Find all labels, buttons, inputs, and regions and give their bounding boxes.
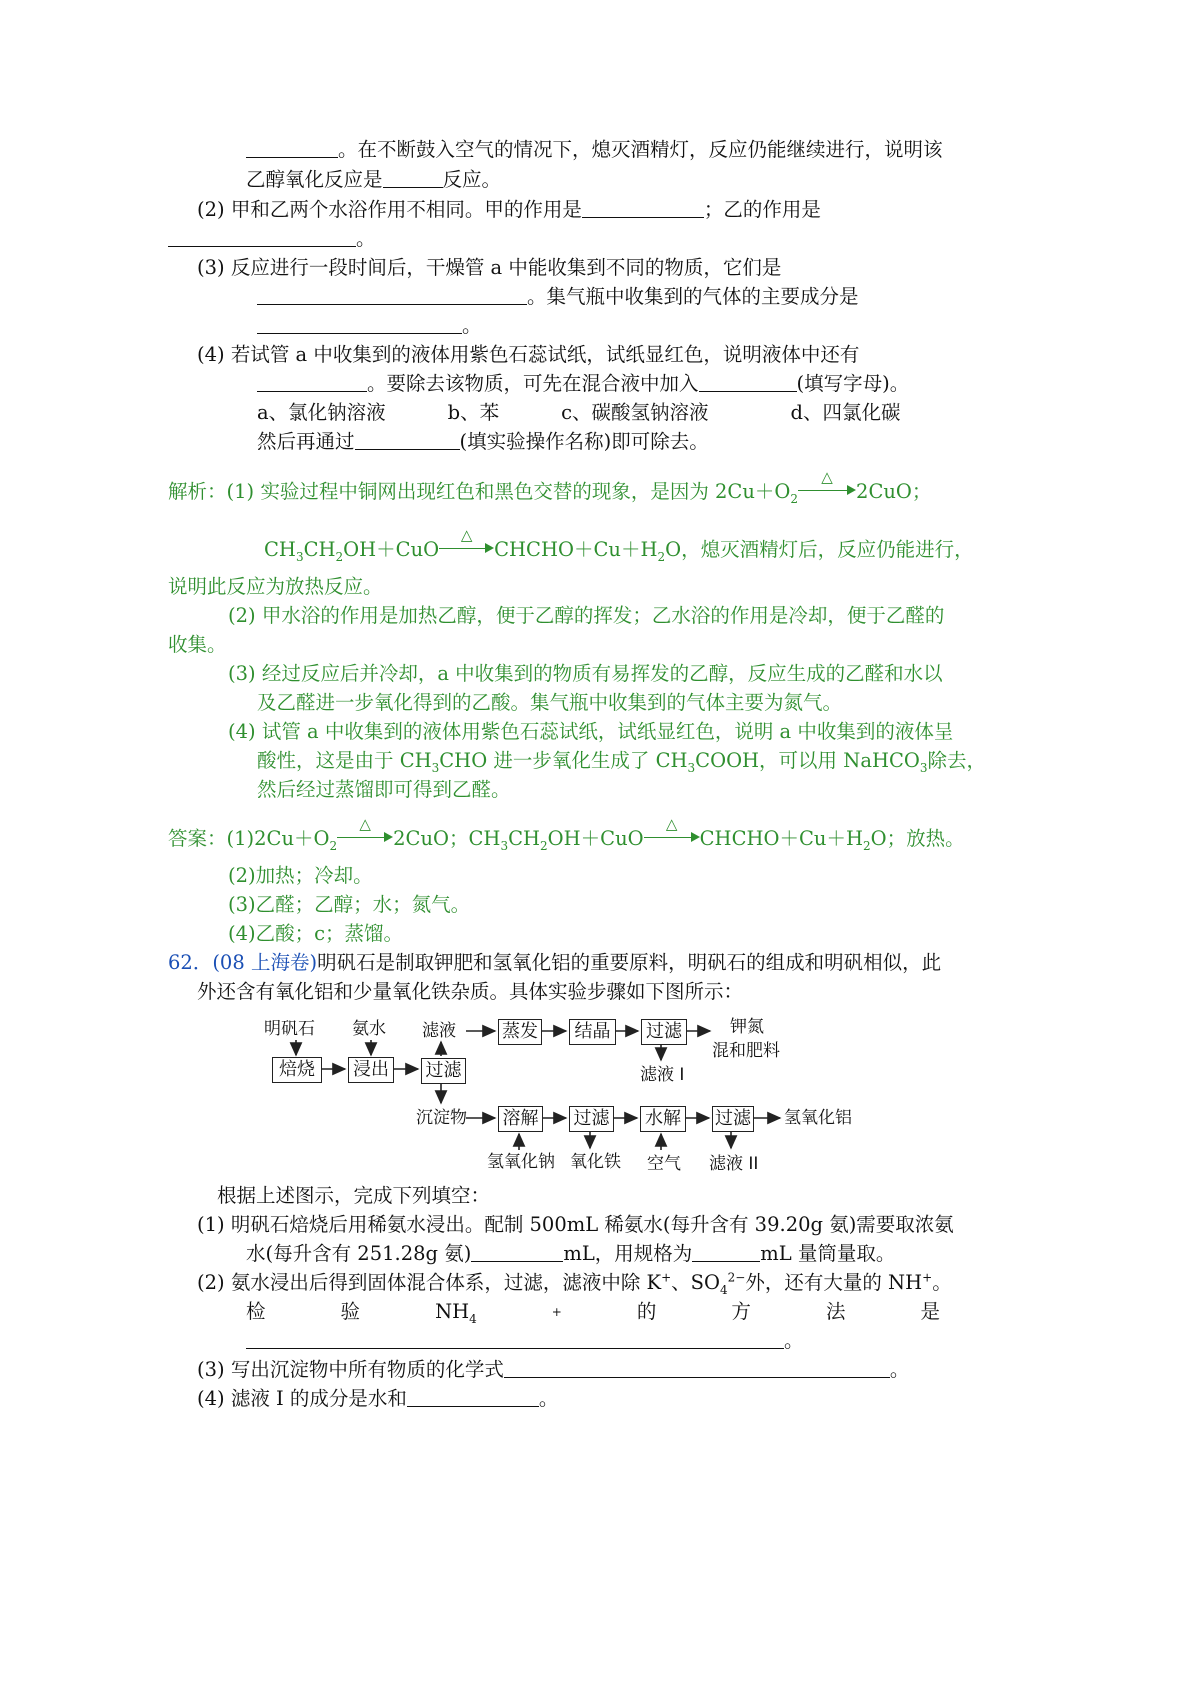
answer-line1 <box>168 815 965 853</box>
superscript: + <box>551 1305 562 1319</box>
subscript: 2 <box>790 491 799 506</box>
analysis-part3: (3) 经过反应后并冷却，a 中收集到的物质有易挥发的乙醇，反应生成的乙醛和水以 <box>228 662 943 685</box>
q61-part2-cont <box>168 226 376 252</box>
heat-symbol: △ <box>460 526 473 544</box>
text: (2) 甲和乙两个水浴作用不相同。甲的作用是 <box>197 198 582 221</box>
text: 。 <box>784 1329 804 1352</box>
box-filter-3: 过滤 <box>712 1106 754 1132</box>
option-a: a、氯化钠溶液 <box>257 401 386 424</box>
q61-part2 <box>197 197 821 223</box>
answer-blank[interactable] <box>383 169 443 188</box>
text: O；放热。 <box>870 827 965 850</box>
q61-part3 <box>197 255 781 281</box>
text: mL 量筒量取。 <box>760 1242 896 1265</box>
option-c: c、碳酸氢钠溶液 <box>561 401 709 424</box>
answer-4: (4)乙酸；c；蒸馏。 <box>228 922 404 945</box>
text: 。 <box>538 1387 559 1410</box>
heat-symbol: △ <box>359 815 371 833</box>
text: 然后再通过 <box>257 430 355 453</box>
label-precipitate: 沉淀物 <box>416 1108 467 1128</box>
box-filter-2: 过滤 <box>569 1106 614 1132</box>
text: 。集气瓶中收集到的气体的主要成分是 <box>527 285 859 308</box>
option-d: d、四氯化碳 <box>790 401 901 424</box>
subscript: 2 <box>657 549 666 564</box>
text: 法 <box>825 1300 846 1323</box>
text: 解析：(1) 实验过程中铜网出现红色和黑色交替的现象，是因为 2Cu＋O <box>168 480 791 503</box>
answer-blank[interactable] <box>582 199 704 218</box>
answer-blank[interactable] <box>699 373 797 392</box>
answer-blank[interactable] <box>692 1243 760 1262</box>
q61-options <box>257 400 901 426</box>
text: 2CuO；CH <box>393 827 501 850</box>
analysis-part4: (4) 试管 a 中收集到的液体用紫色石蕊试纸，试纸显红色，说明 a 中收集到的液体呈 <box>228 720 954 743</box>
box-roast: 焙烧 <box>272 1057 322 1083</box>
text: (4) 滤液 I 的成分是水和 <box>197 1387 407 1410</box>
text: O，熄灭酒精灯后，反应仍能进行， <box>665 538 974 561</box>
answer-blank[interactable] <box>504 1359 890 1378</box>
answer-blank[interactable] <box>257 286 527 305</box>
label-filtrate-2: 滤液 II <box>709 1154 759 1174</box>
text: (3) 写出沉淀物中所有物质的化学式 <box>197 1358 504 1381</box>
text: CHCHO＋Cu＋H <box>494 538 658 561</box>
text: CH <box>508 827 541 850</box>
answer-3: (3)乙醛；乙醇；水；氮气。 <box>228 893 471 916</box>
text: 的 <box>636 1300 657 1323</box>
subscript: 2 <box>540 838 548 853</box>
subscript: 3 <box>500 838 509 853</box>
text: 。 <box>889 1358 910 1381</box>
text: 。要除去该物质，可先在混合液中加入 <box>367 372 699 395</box>
box-dissolve: 溶解 <box>498 1106 543 1132</box>
answer-blank[interactable] <box>168 228 356 247</box>
analysis-part2-cont: 收集。 <box>168 633 227 656</box>
q61-part4-cont <box>257 371 909 397</box>
question-number: 62． <box>168 951 213 974</box>
text: 酸性，这是由于 CH <box>257 749 432 772</box>
q61-part3-cont <box>257 284 859 310</box>
analysis-line3: 说明此反应为放热反应。 <box>168 575 383 598</box>
q61-part3-cont2 <box>257 313 482 339</box>
text: 明矾石是制取钾肥和氢氧化铝的重要原料，明矾石的组成和明矾相似，此 <box>317 951 942 974</box>
text: 、SO <box>671 1271 721 1294</box>
question-source[interactable]: (08 上海卷) <box>212 951 318 974</box>
q61-line1 <box>246 137 943 163</box>
subscript: 4 <box>469 1311 477 1326</box>
text: CH <box>303 538 336 561</box>
subscript: 4 <box>720 1282 728 1297</box>
text: 。 <box>462 314 482 337</box>
answer-2: (2)加热；冷却。 <box>228 864 373 887</box>
subscript: 3 <box>431 760 440 775</box>
analysis-part4-end: 然后经过蒸馏即可得到乙醛。 <box>257 778 511 801</box>
q61-part4 <box>197 342 859 368</box>
answer-blank[interactable] <box>407 1388 539 1407</box>
q62-part1-cont <box>246 1241 895 1267</box>
analysis-part4-cont <box>257 748 986 774</box>
analysis-part3-cont: 及乙醛进一步氧化得到的乙酸。集气瓶中收集到的气体主要为氮气。 <box>257 691 843 714</box>
text: 乙醇氧化反应是 <box>246 168 383 191</box>
subscript: 3 <box>919 760 928 775</box>
subscript: 2 <box>335 549 344 564</box>
superscript: + <box>661 1270 672 1285</box>
text: 。 <box>356 227 376 250</box>
text: CH <box>264 538 296 561</box>
q62-part3 <box>197 1357 909 1383</box>
q61-part4-end <box>257 429 709 455</box>
text: 外，还有大量的 NH <box>745 1271 923 1294</box>
label-sodium-hydroxide: 氢氧化钠 <box>487 1152 555 1172</box>
text: COOH，可以用 NaHCO <box>695 749 920 772</box>
label-filtrate-1: 滤液 I <box>640 1065 685 1085</box>
label-filtrate: 滤液 <box>422 1021 456 1041</box>
label-alunite: 明矾石 <box>264 1019 315 1039</box>
text: CHCHO＋Cu＋H <box>699 827 863 850</box>
text: ；乙的作用是 <box>703 198 821 221</box>
q62-part2-end <box>246 1328 804 1354</box>
text: (填写字母)。 <box>796 372 910 395</box>
text: 方 <box>731 1300 751 1323</box>
heat-arrow-icon <box>337 815 393 847</box>
answer-blank[interactable] <box>257 373 367 392</box>
text: 答案：(1)2Cu＋O <box>168 827 330 850</box>
box-evaporate: 蒸发 <box>498 1019 542 1045</box>
text: 是 <box>920 1300 940 1323</box>
text: NH <box>435 1300 470 1323</box>
text: 验 <box>340 1300 361 1323</box>
text: CHO 进一步氧化生成了 CH <box>439 749 688 772</box>
answer-blank[interactable] <box>246 1330 784 1349</box>
text: 检 <box>246 1300 266 1323</box>
text: OH＋CuO <box>547 827 644 850</box>
text: 除去， <box>927 749 987 772</box>
label-k-n: 钾氮 <box>730 1017 764 1037</box>
text: 。在不断鼓入空气的情况下，熄灭酒精灯，反应仍能继续进行，说明该 <box>338 138 943 161</box>
analysis-line1 <box>168 468 932 506</box>
label-mixed-fertilizer: 混和肥料 <box>712 1041 780 1061</box>
label-aluminum-hydroxide: 氢氧化铝 <box>784 1108 852 1128</box>
analysis-part2: (2) 甲水浴的作用是加热乙醇，便于乙醇的挥发；乙水浴的作用是冷却，便于乙醛的 <box>228 604 945 627</box>
text: 。 <box>932 1271 952 1294</box>
text: mL，用规格为 <box>563 1242 693 1265</box>
text: 反应。 <box>442 168 502 191</box>
heat-arrow-icon <box>644 815 700 847</box>
label-air: 空气 <box>647 1154 681 1174</box>
box-filter-top: 过滤 <box>641 1019 687 1045</box>
answer-blank[interactable] <box>246 139 338 158</box>
subscript: 2 <box>862 838 871 853</box>
q62-part2 <box>197 1270 952 1296</box>
q62-part4 <box>197 1386 558 1412</box>
answer-blank[interactable] <box>257 315 462 334</box>
answer-blank[interactable] <box>471 1243 563 1262</box>
text: (3) 反应进行一段时间后，干燥管 a 中能收集到不同的物质，它们是 <box>197 256 782 279</box>
subscript: 2 <box>329 838 338 853</box>
label-iron-oxide: 氧化铁 <box>570 1152 621 1172</box>
box-filter-1: 过滤 <box>421 1058 466 1084</box>
heat-arrow-icon <box>439 526 494 558</box>
q62-line2: 外还含有氧化铝和少量氧化铁杂质。具体实验步骤如下图所示： <box>197 980 744 1003</box>
superscript: + <box>922 1270 933 1285</box>
subscript: 3 <box>295 549 304 564</box>
heat-arrow-icon <box>798 468 856 500</box>
text: 2CuO； <box>856 480 932 503</box>
q62-line1 <box>168 950 941 976</box>
text: (2) 氨水浸出后得到固体混合体系，过滤，滤液中除 K <box>197 1271 662 1294</box>
q62-part2-cont <box>246 1299 940 1325</box>
superscript: 2− <box>727 1270 746 1285</box>
heat-symbol: △ <box>821 468 833 486</box>
text: (填实验操作名称)即可除去。 <box>459 430 709 453</box>
subscript: 3 <box>687 760 696 775</box>
text: OH＋CuO <box>343 538 440 561</box>
box-leach: 浸出 <box>348 1057 394 1083</box>
heat-symbol: △ <box>665 815 678 833</box>
answer-blank[interactable] <box>355 431 460 450</box>
q62-intro: 根据上述图示，完成下列填空： <box>217 1184 491 1207</box>
option-b: b、苯 <box>447 401 500 424</box>
box-hydrolysis: 水解 <box>640 1106 686 1132</box>
q61-line2 <box>246 167 501 193</box>
analysis-line2 <box>264 526 974 564</box>
nh4-formula <box>435 1299 477 1325</box>
q62-part1: (1) 明矾石焙烧后用稀氨水浸出。配制 500mL 稀氨水(每升含有 39.20g 氨)需要取浓氨 <box>197 1213 954 1236</box>
text: 水(每升含有 251.28g 氨) <box>246 1242 472 1265</box>
text: (4) 若试管 a 中收集到的液体用紫色石蕊试纸，试纸显红色，说明液体中还有 <box>197 343 860 366</box>
label-ammonia-water: 氨水 <box>352 1019 386 1039</box>
box-crystallize: 结晶 <box>569 1019 616 1045</box>
